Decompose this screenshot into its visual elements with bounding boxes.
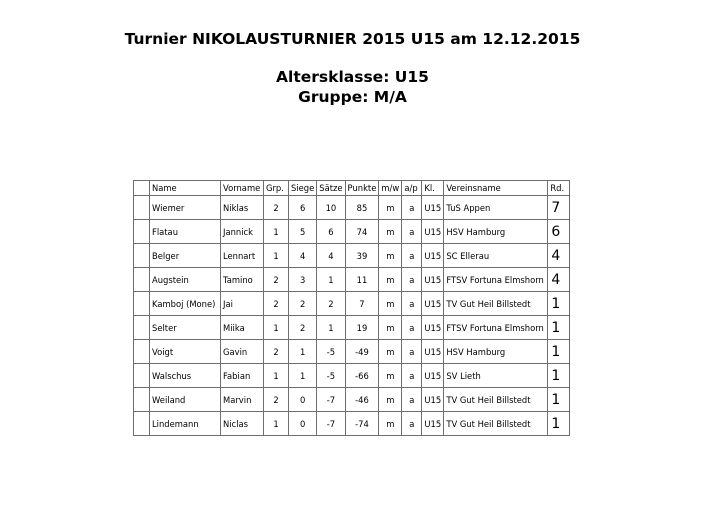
cell-saetze: 10 <box>317 196 345 220</box>
table-row <box>134 316 570 340</box>
column-header-grp: Grp. <box>264 181 289 196</box>
cell-rd: 4 <box>548 268 570 292</box>
cell-kl: U15 <box>422 340 444 364</box>
cell-rd: 1 <box>548 292 570 316</box>
cell-punkte: 39 <box>345 244 379 268</box>
cell-punkte: -66 <box>345 364 379 388</box>
cell-saetze: 4 <box>317 244 345 268</box>
cell-grp: 1 <box>264 220 289 244</box>
cell-blank <box>134 388 150 412</box>
cell-vereinsname: HSV Hamburg <box>444 340 548 364</box>
cell-rd: 6 <box>548 220 570 244</box>
column-header-vereinsname: Vereinsname <box>444 181 548 196</box>
cell-grp: 2 <box>264 340 289 364</box>
cell-siege: 0 <box>289 388 317 412</box>
cell-blank <box>134 268 150 292</box>
cell-ap: a <box>402 268 422 292</box>
cell-name: Weiland <box>150 388 221 412</box>
cell-grp: 2 <box>264 388 289 412</box>
table-header <box>134 181 570 196</box>
cell-vorname: Jannick <box>221 220 264 244</box>
cell-name: Kamboj (Mone) <box>150 292 221 316</box>
cell-siege: 1 <box>289 340 317 364</box>
table-row <box>134 220 570 244</box>
cell-mw: m <box>379 220 402 244</box>
cell-kl: U15 <box>422 388 444 412</box>
cell-rd: 7 <box>548 196 570 220</box>
cell-name: Lindemann <box>150 412 221 436</box>
cell-vorname: Tamino <box>221 268 264 292</box>
cell-mw: m <box>379 292 402 316</box>
cell-vorname: Miika <box>221 316 264 340</box>
cell-grp: 1 <box>264 364 289 388</box>
cell-name: Belger <box>150 244 221 268</box>
cell-siege: 3 <box>289 268 317 292</box>
column-header-rd: Rd. <box>548 181 570 196</box>
cell-vereinsname: SV Lieth <box>444 364 548 388</box>
cell-mw: m <box>379 316 402 340</box>
table-row <box>134 412 570 436</box>
column-header-vorname: Vorname <box>221 181 264 196</box>
cell-mw: m <box>379 412 402 436</box>
cell-siege: 1 <box>289 364 317 388</box>
cell-kl: U15 <box>422 268 444 292</box>
cell-siege: 0 <box>289 412 317 436</box>
cell-ap: a <box>402 388 422 412</box>
table-row <box>134 196 570 220</box>
age-class-heading: Altersklasse: U15 <box>276 68 429 86</box>
cell-name: Flatau <box>150 220 221 244</box>
cell-punkte: 19 <box>345 316 379 340</box>
cell-mw: m <box>379 388 402 412</box>
cell-ap: a <box>402 316 422 340</box>
cell-saetze: 1 <box>317 316 345 340</box>
cell-vereinsname: FTSV Fortuna Elmshorn <box>444 268 548 292</box>
cell-kl: U15 <box>422 364 444 388</box>
cell-grp: 2 <box>264 196 289 220</box>
cell-siege: 2 <box>289 316 317 340</box>
cell-kl: U15 <box>422 316 444 340</box>
cell-vereinsname: HSV Hamburg <box>444 220 548 244</box>
cell-kl: U15 <box>422 196 444 220</box>
cell-rd: 1 <box>548 412 570 436</box>
cell-saetze: -5 <box>317 340 345 364</box>
cell-saetze: 2 <box>317 292 345 316</box>
cell-kl: U15 <box>422 292 444 316</box>
column-header-kl: Kl. <box>422 181 444 196</box>
cell-grp: 1 <box>264 244 289 268</box>
cell-blank <box>134 196 150 220</box>
cell-name: Walschus <box>150 364 221 388</box>
cell-ap: a <box>402 364 422 388</box>
cell-kl: U15 <box>422 220 444 244</box>
cell-vereinsname: SC Ellerau <box>444 244 548 268</box>
column-header-ap: a/p <box>402 181 422 196</box>
cell-saetze: -7 <box>317 388 345 412</box>
cell-vereinsname: FTSV Fortuna Elmshorn <box>444 316 548 340</box>
cell-punkte: 7 <box>345 292 379 316</box>
cell-mw: m <box>379 268 402 292</box>
cell-punkte: 85 <box>345 196 379 220</box>
cell-vereinsname: TV Gut Heil Billstedt <box>444 292 548 316</box>
results-table <box>133 180 570 436</box>
table-row <box>134 244 570 268</box>
cell-kl: U15 <box>422 412 444 436</box>
cell-punkte: -49 <box>345 340 379 364</box>
header-row <box>134 181 570 196</box>
cell-vereinsname: TV Gut Heil Billstedt <box>444 412 548 436</box>
cell-blank <box>134 316 150 340</box>
table-row <box>134 292 570 316</box>
cell-ap: a <box>402 340 422 364</box>
cell-vorname: Marvin <box>221 388 264 412</box>
table-body <box>134 196 570 436</box>
table-row <box>134 340 570 364</box>
cell-ap: a <box>402 244 422 268</box>
cell-name: Voigt <box>150 340 221 364</box>
cell-saetze: 1 <box>317 268 345 292</box>
cell-vorname: Jai <box>221 292 264 316</box>
cell-mw: m <box>379 340 402 364</box>
cell-punkte: 74 <box>345 220 379 244</box>
cell-blank <box>134 412 150 436</box>
cell-grp: 2 <box>264 268 289 292</box>
column-header-blank <box>134 181 150 196</box>
cell-blank <box>134 292 150 316</box>
cell-blank <box>134 340 150 364</box>
column-header-name: Name <box>150 181 221 196</box>
cell-vereinsname: TuS Appen <box>444 196 548 220</box>
cell-ap: a <box>402 292 422 316</box>
cell-kl: U15 <box>422 244 444 268</box>
cell-name: Selter <box>150 316 221 340</box>
column-header-punkte: Punkte <box>345 181 379 196</box>
cell-rd: 1 <box>548 388 570 412</box>
cell-grp: 1 <box>264 316 289 340</box>
cell-siege: 6 <box>289 196 317 220</box>
cell-ap: a <box>402 220 422 244</box>
column-header-mw: m/w <box>379 181 402 196</box>
cell-vorname: Lennart <box>221 244 264 268</box>
cell-vorname: Fabian <box>221 364 264 388</box>
table-row <box>134 268 570 292</box>
cell-mw: m <box>379 196 402 220</box>
cell-siege: 4 <box>289 244 317 268</box>
cell-grp: 1 <box>264 412 289 436</box>
column-header-saetze: Sätze <box>317 181 345 196</box>
cell-rd: 4 <box>548 244 570 268</box>
cell-blank <box>134 244 150 268</box>
table-row <box>134 364 570 388</box>
cell-saetze: -5 <box>317 364 345 388</box>
cell-siege: 5 <box>289 220 317 244</box>
cell-punkte: -74 <box>345 412 379 436</box>
cell-vorname: Niklas <box>221 196 264 220</box>
cell-vorname: Gavin <box>221 340 264 364</box>
cell-rd: 1 <box>548 316 570 340</box>
cell-name: Wiemer <box>150 196 221 220</box>
table-row <box>134 388 570 412</box>
cell-mw: m <box>379 364 402 388</box>
cell-rd: 1 <box>548 340 570 364</box>
group-heading: Gruppe: M/A <box>298 88 407 106</box>
cell-rd: 1 <box>548 364 570 388</box>
cell-mw: m <box>379 244 402 268</box>
cell-vereinsname: TV Gut Heil Billstedt <box>444 388 548 412</box>
page-title: Turnier NIKOLAUSTURNIER 2015 U15 am 12.12.2015 <box>124 30 581 48</box>
cell-grp: 2 <box>264 292 289 316</box>
cell-saetze: 6 <box>317 220 345 244</box>
cell-punkte: -46 <box>345 388 379 412</box>
column-header-siege: Siege <box>289 181 317 196</box>
cell-ap: a <box>402 196 422 220</box>
cell-siege: 2 <box>289 292 317 316</box>
cell-saetze: -7 <box>317 412 345 436</box>
cell-punkte: 11 <box>345 268 379 292</box>
cell-blank <box>134 364 150 388</box>
cell-vorname: Niclas <box>221 412 264 436</box>
cell-name: Augstein <box>150 268 221 292</box>
cell-blank <box>134 220 150 244</box>
cell-ap: a <box>402 412 422 436</box>
